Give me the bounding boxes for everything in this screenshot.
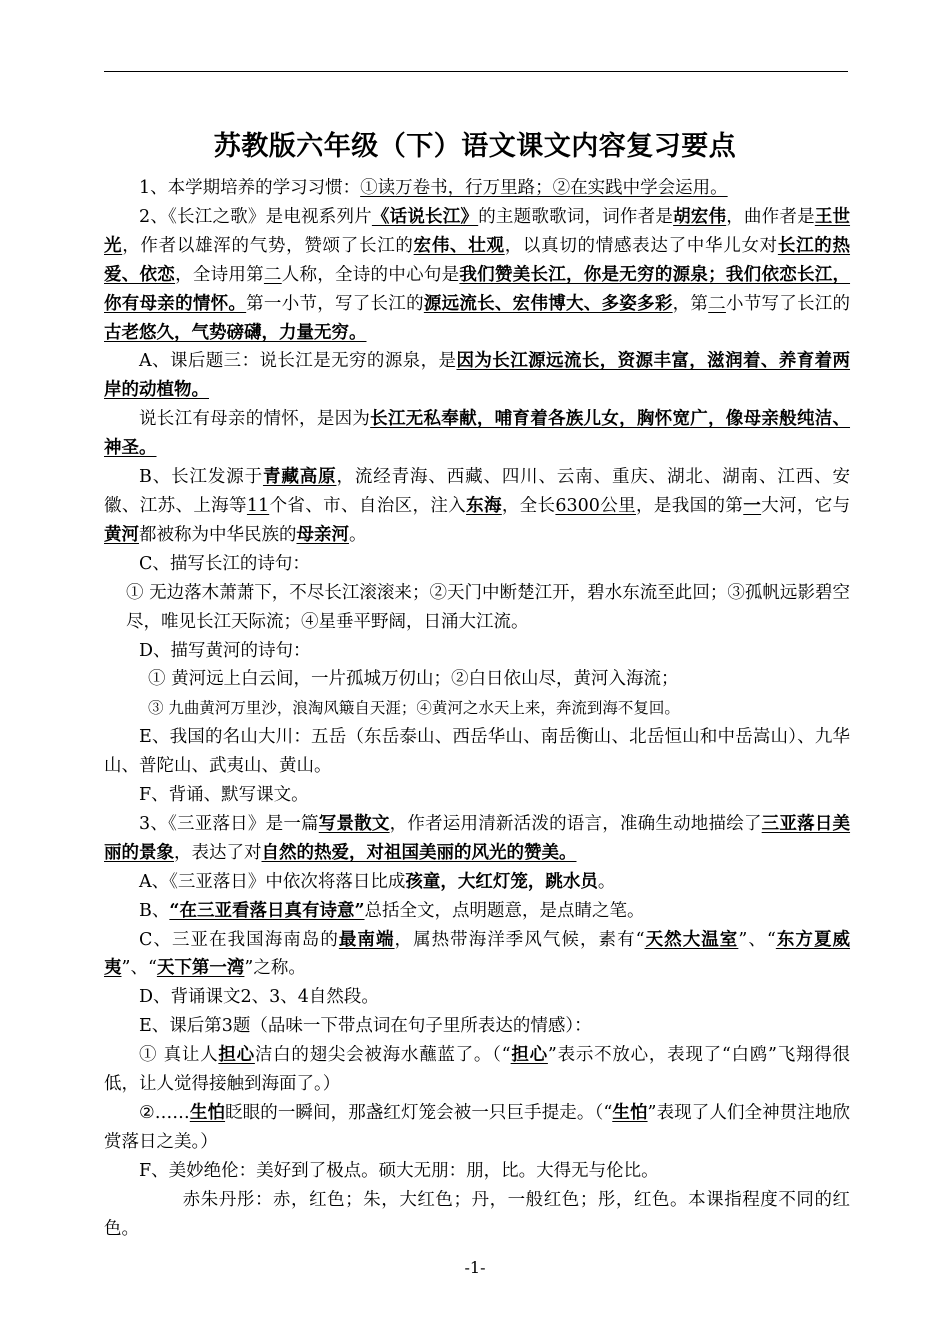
paragraph-2f: F、背诵、默写课文。 — [139, 785, 309, 806]
paragraph-2c: C、描写长江的诗句： — [139, 553, 310, 574]
paragraph-2b: B、长江发源于青藏高原，流经青海、西藏、四川、云南、重庆、湖北、湖南、江西、安徽、江苏、上海等11个省、市、自治区，注入东海，全长6300公里，是我国的第一大河，它与黄河都被称为中华民族的母亲河。 — [104, 467, 851, 545]
paragraph-2a: A、课后题三：说长江是无穷的源泉，是因为长江源远流长，资源丰富，滋润着、养育着两岸的动植物。 — [104, 351, 851, 401]
poem-lines-yellow-river-2: ③ 九曲黄河万里沙，浪淘风簸自天涯；④黄河之水天上来，奔流到海不复回。 — [148, 699, 680, 718]
paragraph-2: 2、《长江之歌》是电视系列片《话说长江》的主题歌歌词，词作者是胡宏伟，曲作者是王世光，作者以雄浑的气势，赞颂了长江的宏伟、壮观，以真切的情感表达了中华儿女对长江的热爱、依恋，全诗用第二人称，全诗的中心句是我们赞美长江，你是无穷的源泉；我们依恋长江，你有母亲的情怀。第一小节，写了长江的源远流长、宏伟博大、多姿多彩，第二小节写了长江的古老悠久，气势磅礴，力量无穷。 — [104, 206, 851, 343]
paragraph-3: 3、《三亚落日》是一篇写景散文，作者运用清新活泼的语言，准确生动地描绘了三亚落日美丽的景象，表达了对自然的热爱，对祖国美丽的风光的赞美。 — [104, 813, 851, 863]
paragraph-2e: E、我国的名山大川：五岳（东岳泰山、西岳华山、南岳衡山、北岳恒山和中岳嵩山）、九华山、普陀山、武夷山、黄山。 — [104, 727, 850, 777]
poem-lines-yellow-river-1: ① 黄河远上白云间，一片孤城万仞山；②白日依山尽，黄河入海流； — [148, 669, 679, 690]
page-number: -1- — [464, 1258, 486, 1277]
page-title: 苏教版六年级（下）语文课文内容复习要点 — [213, 131, 737, 162]
paragraph-3f: F、美妙绝伦：美好到了极点。硕大无朋：朋，比。大得无与伦比。 — [139, 1160, 659, 1181]
poem-lines-yangtze: ① 无边落木萧萧下，不尽长江滚滚来；②天门中断楚江开，碧水东流至此回；③孤帆远影碧空尽，唯见长江天际流；④星垂平野阔，日涌大江流。 — [126, 582, 850, 632]
paragraph-3f-cont: 赤朱丹彤：赤，红色；朱，大红色；丹，一般红色；彤，红色。本课指程度不同的红色。 — [104, 1189, 850, 1239]
paragraph-2d: D、描写黄河的诗句： — [139, 640, 311, 661]
paragraph-1: 1、本学期培养的学习习惯：①读万卷书，行万里路；②在实践中学会运用。 — [139, 178, 728, 198]
paragraph-3e-1: ① 真让人担心洁白的翅尖会被海水蘸蓝了。（“担心”表示不放心，表现了“白鸥”飞翔得很低，让人觉得接触到海面了。） — [104, 1045, 851, 1095]
header-rule — [104, 71, 848, 72]
paragraph-3e: E、课后第3题（品味一下带点词在句子里所表达的情感）： — [139, 1016, 592, 1037]
paragraph-3c: C、三亚在我国海南岛的最南端，属热带海洋季风气候，素有“天然大温室”、“东方夏威夷”、“天下第一湾”之称。 — [104, 929, 851, 979]
paragraph-3d: D、背诵课文2、3、4自然段。 — [139, 987, 379, 1008]
paragraph-3e-2: ②……生怕眨眼的一瞬间，那盏红灯笼会被一只巨手提走。（“生怕”表现了人们全神贯注地欣赏落日之美。） — [104, 1103, 850, 1152]
document-body — [104, 174, 850, 1244]
paragraph-3a: A、《三亚落日》中依次将落日比成孩童，大红灯笼，跳水员。 — [139, 871, 616, 892]
paragraph-2a-cont: 说长江有母亲的情怀，是因为长江无私奉献，哺育着各族儿女，胸怀宽广，像母亲般纯洁、神圣。 — [104, 409, 851, 459]
paragraph-3b: B、“在三亚看落日真有诗意”总括全文，点明题意，是点睛之笔。 — [139, 900, 645, 921]
